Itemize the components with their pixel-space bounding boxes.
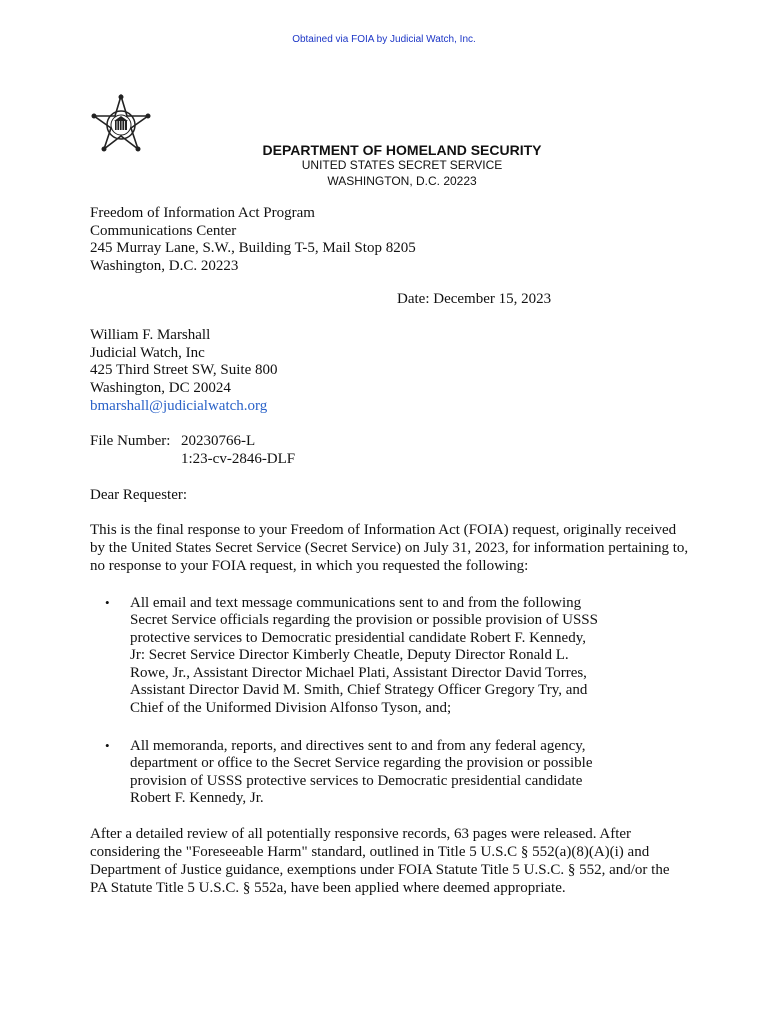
bullet-line: protective services to Democratic presidential candidate Robert F. Kennedy, — [130, 630, 586, 646]
bullet-line: Secret Service officials regarding the provision or possible provision of USSS — [130, 612, 598, 628]
paragraph-line: no response to your FOIA request, in which you requested the following: — [90, 558, 529, 574]
department-title: DEPARTMENT OF HOMELAND SECURITY — [262, 142, 542, 158]
recipient-line: 425 Third Street SW, Suite 800 — [90, 362, 278, 378]
paragraph-line: Department of Justice guidance, exemptions under FOIA Statute Title 5 U.S.C. § 552, and/or the — [90, 862, 670, 878]
sender-address-line: Freedom of Information Act Program — [90, 205, 315, 221]
recipient-email-link[interactable]: bmarshall@judicialwatch.org — [90, 398, 268, 414]
file-number-label: File Number: — [90, 433, 171, 449]
salutation: Dear Requester: — [90, 487, 188, 503]
paragraph-line: This is the final response to your Freedom of Information Act (FOIA) request, originally received — [90, 522, 677, 538]
bullet-line: department or office to the Secret Service regarding the provision or possible — [130, 755, 593, 771]
bullet-line: All memoranda, reports, and directives sent to and from any federal agency, — [130, 738, 586, 754]
paragraph-line: by the United States Secret Service (Secret Service) on July 31, 2023, for information pertaining to, — [90, 540, 689, 556]
file-number-value: 20230766-L — [181, 433, 256, 449]
paragraph-line: considering the "Foreseeable Harm" standard, outlined in Title 5 U.S.C § 552(a)(8)(A)(i) and — [90, 844, 650, 860]
recipient-line: Washington, DC 20024 — [90, 380, 231, 396]
sender-address-line: Washington, D.C. 20223 — [90, 258, 239, 274]
foia-banner: Obtained via FOIA by Judicial Watch, Inc. — [292, 34, 476, 45]
bullet-line: Robert F. Kennedy, Jr. — [130, 790, 264, 806]
bullet-line: Jr: Secret Service Director Kimberly Cheatle, Deputy Director Ronald L. — [130, 647, 569, 663]
letter-date: Date: December 15, 2023 — [397, 291, 552, 307]
paragraph-line: PA Statute Title 5 U.S.C. § 552a, have been applied where deemed appropriate. — [90, 880, 566, 896]
paragraph-line: After a detailed review of all potentially responsive records, 63 pages were released. After — [90, 826, 632, 842]
bullet-line: provision of USSS protective services to Democratic presidential candidate — [130, 773, 583, 789]
bullet-marker: • — [105, 738, 110, 753]
sender-address-line: 245 Murray Lane, S.W., Building T-5, Mail Stop 8205 — [90, 240, 416, 256]
bullet-line: Rowe, Jr., Assistant Director Michael Plati, Assistant Director David Torres, — [130, 665, 587, 681]
agency-city: WASHINGTON, D.C. 20223 — [327, 174, 477, 188]
recipient-line: William F. Marshall — [90, 327, 211, 343]
sender-address-line: Communications Center — [90, 223, 237, 239]
bullet-line: Chief of the Uniformed Division Alfonso Tyson, and; — [130, 700, 452, 716]
bullet-marker: • — [105, 595, 110, 610]
recipient-line: Judicial Watch, Inc — [90, 345, 205, 361]
agency-name: UNITED STATES SECRET SERVICE — [301, 158, 503, 172]
case-number-value: 1:23-cv-2846-DLF — [181, 451, 296, 467]
bullet-line: Assistant Director David M. Smith, Chief Strategy Officer Gregory Try, and — [130, 682, 588, 698]
bullet-line: All email and text message communications sent to and from the following — [130, 595, 582, 611]
